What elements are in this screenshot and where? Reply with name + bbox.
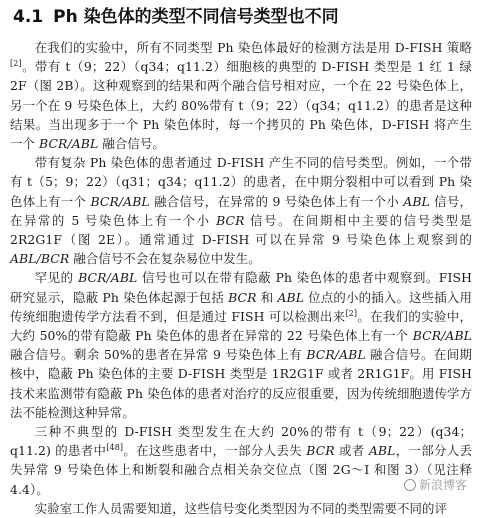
text-run: 三种不典型的 D-FISH 类型发生在大约 20%的带有 t（9；22）(q34；q11.2) 的患者中 <box>10 424 472 459</box>
section-number: 4.1 <box>13 7 44 27</box>
citation-ref: [2] <box>345 308 358 318</box>
section-heading <box>13 7 339 27</box>
gene-name: BCR <box>306 443 335 459</box>
gene-name: ABL <box>277 289 305 305</box>
text-run: 融合信号。在间期核中，隐蔽 Ph 染色体的主要 D-FISH 类型是 1R2G1F 或者 2R1G1F。用 FISH 技术来监测带有隐蔽 Ph 染色体的患者对治疗的反应很重要，因为传统细胞遗传学方法不能检测这种异常。 <box>10 347 472 420</box>
body-text <box>10 38 472 518</box>
gene-name: BCR/ABL <box>90 193 150 209</box>
gene-name: BCR/ABL <box>306 347 366 363</box>
paragraph <box>10 499 472 518</box>
citation-ref: [2] <box>10 59 22 69</box>
gene-name: BCR <box>228 289 257 305</box>
gene-name: ABL <box>368 443 396 459</box>
gene-name: ABL <box>403 193 430 209</box>
citation-ref: [48] <box>106 443 124 453</box>
text-run: 实验室工作人员需要知道，这些信号变化类型因为不同的类型需要不同的评 <box>34 500 447 516</box>
text-run: 信号也可以在带有隐蔽 Ph 染色体的患者中观察到。FISH 研究显示，隐蔽 Ph 染色体起源于包括 <box>10 270 472 305</box>
text-run: 罕见的 <box>34 270 79 286</box>
text-run: 在我们的实验中，所有不同类型 Ph 染色体最好的检测方法是用 D-FISH 策略 <box>34 40 472 55</box>
watermark-text: 新浪博客 <box>418 478 467 492</box>
text-run: 带有复杂 Ph 染色体的患者通过 D-FISH 产生不同的信号类型。例如，一个带有 t（5；9；22）（q31；q34；q11.2）的患者，在中期分裂相中可以看到 Ph 染色体上有一个 <box>10 155 472 209</box>
text-run: 。在这些患者中，一部分人丢失 <box>123 443 307 459</box>
gene-name: BCR/ABL <box>78 270 138 286</box>
text-run: 信号。在间期相中主要的信号类型是 2R2G1F（图 2E）。通常通过 D-FISH 可以在异常 9 号染色体上观察到的 <box>10 212 473 248</box>
watermark <box>404 476 467 493</box>
gene-name: BCR/ABL <box>412 328 472 344</box>
paragraph <box>10 38 472 153</box>
text-run: 信号，在异常的 5 号染色体上有一个小 <box>10 193 473 228</box>
text-run: 位点的小的插入。这些插入用传统细胞遗传学方法看不到，但是通过 FISH 可以检测出来 <box>10 289 472 324</box>
text-run: 融合信号。 <box>98 136 165 152</box>
text-run: 。带有 t（9；22）（q34；q11.2）细胞核的典型的 D-FISH 类型是 1 红 1 绿 2F（图 2B）。这种观察到的结果和两个融合信号相对应，一个在 22 号染色体上，另一个在 9 号染色体上，大约 80%带有 t（9；22）（q34；q11.2）的患者是这种结果。当出现多于一个 Ph 染色体时，每一个拷贝的 Ph 染色体，D-FISH 将产生一个 <box>10 59 472 152</box>
paragraph <box>10 268 472 422</box>
paragraph <box>10 422 472 499</box>
gene-name: ABL/BCR <box>10 251 70 267</box>
text-run: 融合信号，在异常的 9 号染色体上有一个小 <box>149 193 404 209</box>
text-run: ，一部分人丢失异常 9 号染色体上和断裂和融合点相关杂交位点（图 2G～I 和图 3）（见注释 4.4）。 <box>10 443 472 497</box>
weibo-logo-icon <box>404 479 416 491</box>
text-run: 和 <box>256 289 278 305</box>
gene-name: BCR <box>216 212 245 228</box>
text-run: 融合信号不会在复杂易位中发生。 <box>69 251 261 267</box>
text-run: 。在我们的实验中，大约 50%的带有隐蔽 Ph 染色体的患者在异常的 22 号染色体上有一个 <box>10 308 472 344</box>
paragraph <box>10 153 472 268</box>
section-title: Ph 染色体的类型不同信号类型也不同 <box>53 7 339 27</box>
text-run: 融合信号。剩余 50%的患者在异常 9 号染色体上有 <box>10 347 307 363</box>
text-run: 或者 <box>334 443 369 459</box>
gene-name: BCR/ABL <box>39 136 99 152</box>
